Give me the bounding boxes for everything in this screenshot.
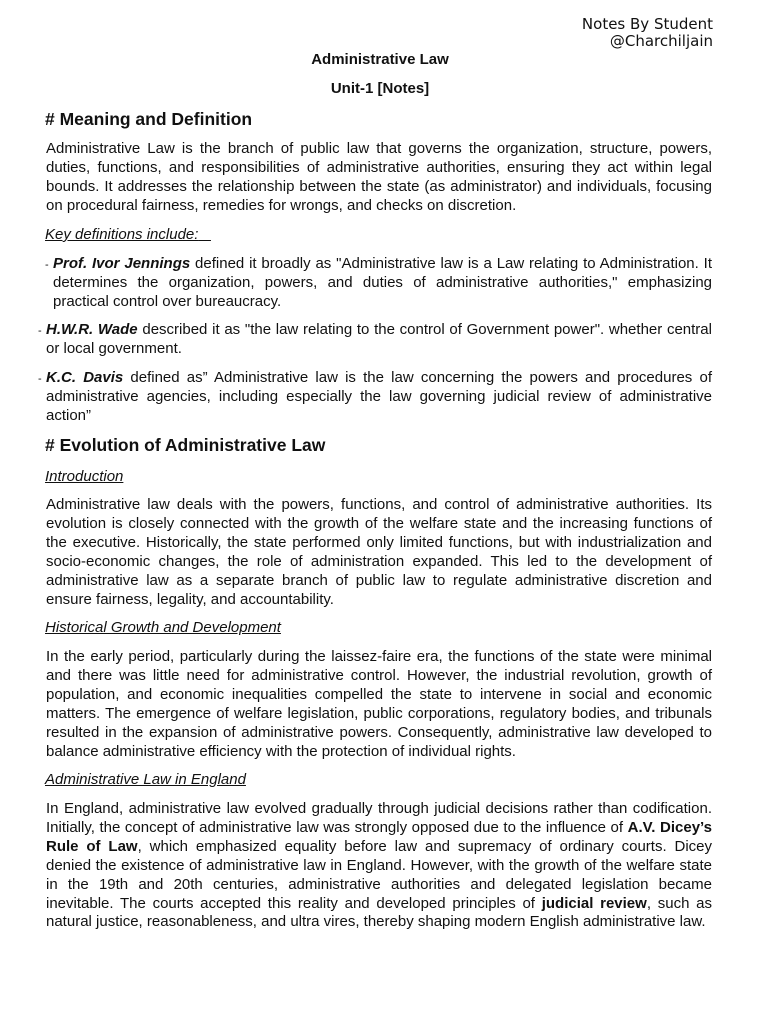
heading-evolution: # Evolution of Administrative Law	[45, 435, 326, 455]
england-label: Administrative Law in England	[45, 771, 246, 788]
author-line-1: Notes By Student	[581, 15, 713, 33]
unit-title: Unit-1 [Notes]	[330, 80, 430, 97]
definition-name: K.C. Davis	[46, 369, 124, 386]
definition-davis	[46, 369, 712, 426]
definition-text: described it as "the law relating to the control of Government power". whether central or local government.	[46, 321, 712, 357]
introduction-label: Introduction	[45, 468, 124, 485]
definition-wade	[46, 321, 712, 359]
bullet-dash: -	[38, 325, 42, 337]
definition-jennings	[53, 255, 712, 312]
document-title: Administrative Law	[311, 51, 449, 68]
bullet-dash: -	[38, 373, 42, 385]
historical-growth-paragraph: In the early period, particularly during the laissez-faire era, the functions of the state were minimal and there was little need for administrative control. However, the industrial revolution, growth of population, and economic inequalities compelled the state to intervene in social and economic matters. The emergence of welfare legislation, public corporations, regulatory bodies, and tribunals resulted in the expansion of administrative powers. Consequently, administrative law developed to balance administrative efficiency with the protection of individual rights.	[46, 648, 712, 760]
historical-growth-label: Historical Growth and Development	[45, 619, 281, 636]
judicial-review-term: judicial review	[541, 894, 647, 912]
definition-name: Prof. Ivor Jennings	[53, 255, 191, 272]
heading-meaning-definition: # Meaning and Definition	[45, 109, 253, 129]
introduction-paragraph: Administrative law deals with the powers, functions, and control of administrative authorities. Its evolution is closely connected with the growth of the welfare state and the increasing functions of the executive. Historically, the state performed only limited functions, but with industrialization and socio-economic changes, the role of administration expanded. This led to the development of administrative law as a separate branch of public law to regulate administrative discretion and ensure fairness, legality, and accountability.	[46, 496, 712, 608]
definition-text: defined as” Administrative law is the law concerning the powers and procedures of administrative agencies, including especially the law governing judicial review of administrative action”	[46, 369, 712, 424]
meaning-paragraph: Administrative Law is the branch of public law that governs the organization, structure, powers, duties, functions, and responsibilities of administrative authorities, ensuring they act within legal bounds. It addresses the relationship between the state (as administrator) and individuals, focusing on procedural fairness, remedies for wrongs, and checks on discretion.	[46, 140, 712, 214]
dicey-rule-of-law: A.V. Dicey’s Rule of Law	[46, 818, 712, 855]
bullet-dash: -	[45, 259, 49, 271]
key-definitions-label: Key definitions include:	[45, 226, 199, 243]
author-credit	[582, 16, 713, 50]
definition-text: defined it broadly as "Administrative law is a Law relating to Administration. It determines the organization, powers, and duties of administrative authorities," emphasizing practical control over bureaucracy.	[53, 255, 712, 310]
author-line-2: @Charchiljain	[609, 32, 713, 50]
definition-name: H.W.R. Wade	[46, 321, 138, 338]
england-paragraph: In England, administrative law evolved gradually through judicial decisions rather than codification. Initially, the concept of administrative law was strongly opposed due to the influence of A.V. Dicey’s Rule of Law, which emphasized equality before law and supremacy of ordinary courts. Dicey denied the existence of administrative law in England. However, with the growth of the welfare state in the 19th and 20th centuries, administrative authorities and delegated legislation became inevitable. The courts accepted this reality and developed principles of judicial review, such as natural justice, reasonableness, and ultra vires, thereby shaping modern English administrative law.	[46, 800, 712, 931]
